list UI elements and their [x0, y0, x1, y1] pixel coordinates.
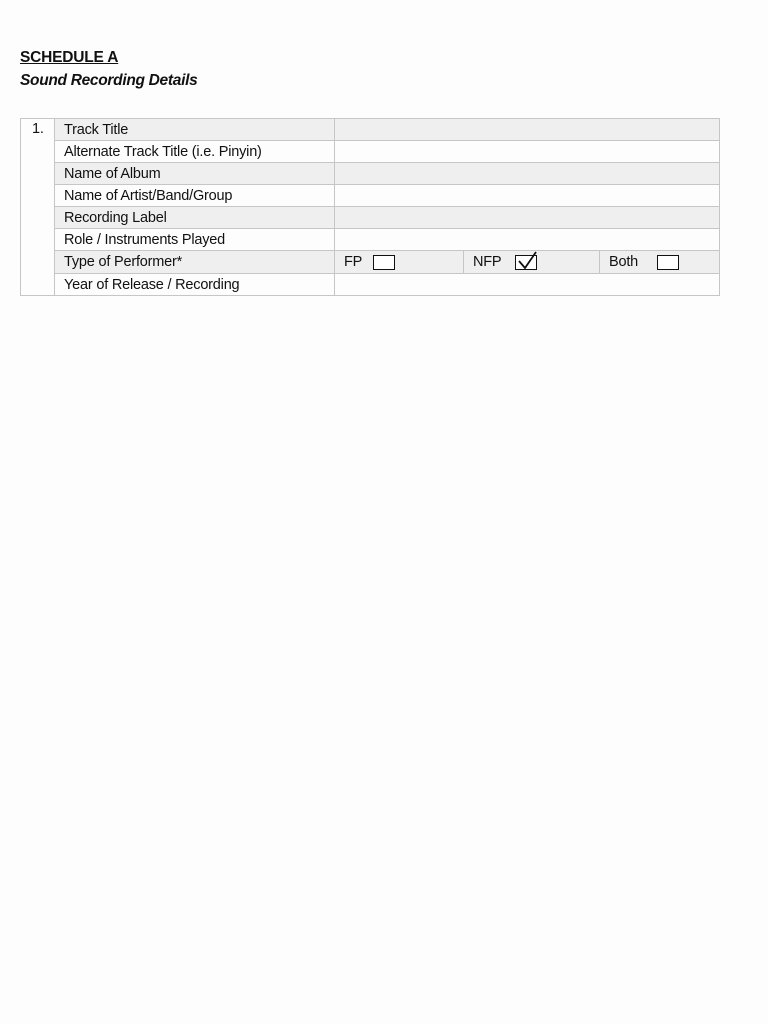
- label-artist-name: Name of Artist/Band/Group: [55, 185, 335, 207]
- nfp-checkbox[interactable]: [515, 255, 537, 270]
- option-fp: [335, 251, 463, 273]
- option-nfp-label: NFP: [473, 254, 502, 270]
- field-alternate-track-title[interactable]: [335, 141, 720, 163]
- label-role-instruments: Role / Instruments Played: [55, 229, 335, 251]
- option-nfp: [463, 251, 599, 273]
- performer-type-options: [335, 251, 720, 274]
- sound-recording-table: [20, 118, 720, 296]
- table-row-track-title: [21, 119, 720, 141]
- field-artist-name[interactable]: [335, 185, 720, 207]
- table-row-recording-label: [21, 207, 720, 229]
- item-number: 1.: [21, 119, 55, 296]
- table-row-year: [21, 274, 720, 296]
- option-both: [599, 251, 719, 273]
- field-role-instruments[interactable]: [335, 229, 720, 251]
- table-row-artist: [21, 185, 720, 207]
- field-track-title[interactable]: [335, 119, 720, 141]
- field-recording-label[interactable]: [335, 207, 720, 229]
- table-row-performer-type: [21, 251, 720, 274]
- fp-checkbox[interactable]: [373, 255, 395, 270]
- option-fp-label: FP: [344, 254, 363, 270]
- section-subheading: Sound Recording Details: [20, 72, 198, 89]
- label-recording-label: Recording Label: [55, 207, 335, 229]
- label-track-title: Track Title: [55, 119, 335, 141]
- table-row-role: [21, 229, 720, 251]
- label-album-name: Name of Album: [55, 163, 335, 185]
- option-both-label: Both: [609, 254, 639, 270]
- table-row-album: [21, 163, 720, 185]
- label-performer-type: Type of Performer*: [55, 251, 335, 274]
- table-row-alternate-title: [21, 141, 720, 163]
- field-year-release[interactable]: [335, 274, 720, 296]
- schedule-heading: SCHEDULE A: [20, 49, 119, 66]
- checkmark-icon: [517, 251, 539, 271]
- label-year-release: Year of Release / Recording: [55, 274, 335, 296]
- field-album-name[interactable]: [335, 163, 720, 185]
- label-alternate-track-title: Alternate Track Title (i.e. Pinyin): [55, 141, 335, 163]
- both-checkbox[interactable]: [657, 255, 679, 270]
